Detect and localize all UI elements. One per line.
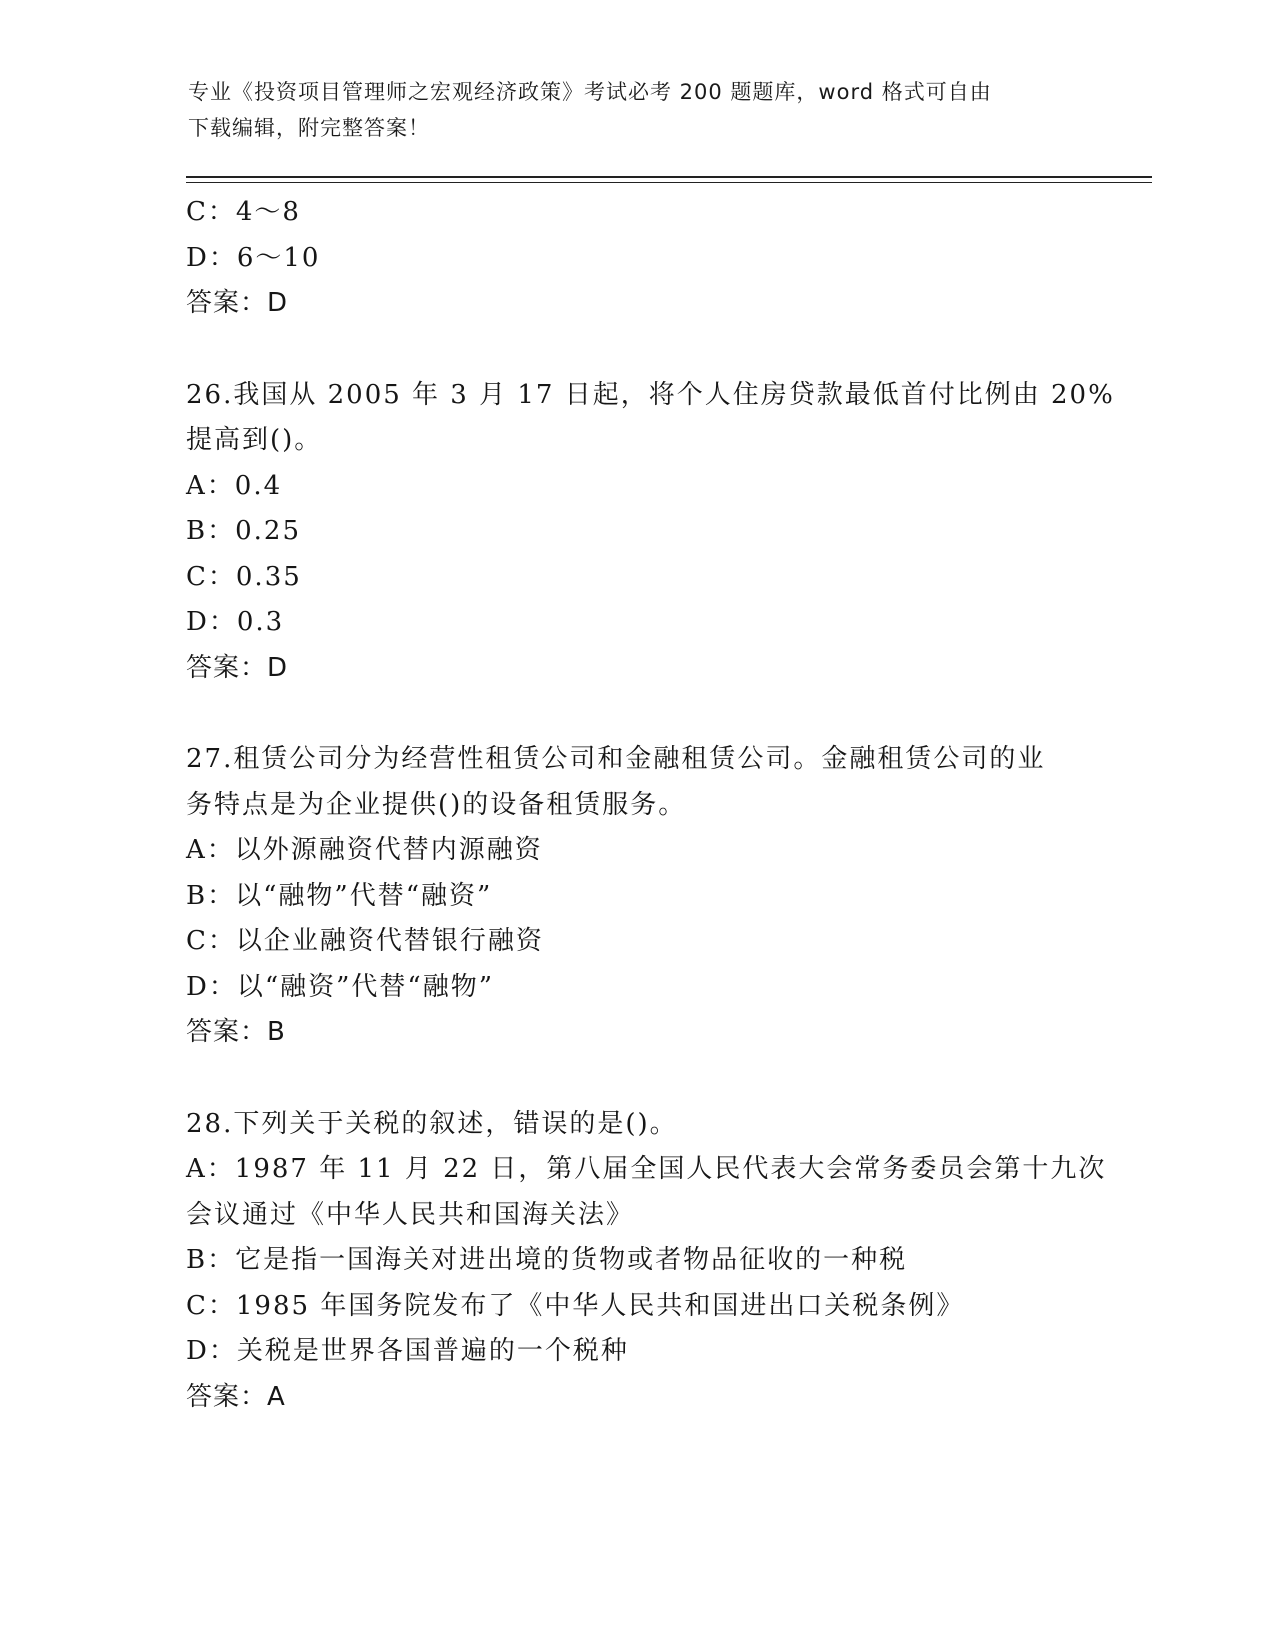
answer: 答案：B — [186, 1017, 286, 1047]
option-d: D：0.3 — [186, 607, 285, 637]
option-c: C：1985 年国务院发布了《中华人民共和国进出口关税条例》 — [186, 1290, 965, 1321]
option-d: D：以“融资”代替“融物” — [186, 971, 495, 1002]
answer: 答案：A — [186, 1381, 286, 1412]
question-text-cont: 务特点是为企业提供()的设备租赁服务。 — [186, 789, 687, 820]
question-text-cont: 提高到()。 — [186, 425, 323, 455]
document-header — [188, 74, 1068, 146]
header-line-1: 专业《投资项目管理师之宏观经济政策》考试必考 200 题题库，word 格式可自由 — [188, 80, 992, 104]
option-b: B：以“融物”代替“融资” — [186, 880, 493, 911]
option-c: C：以企业融资代替银行融资 — [186, 926, 544, 956]
option-a: A：0.4 — [186, 470, 283, 501]
option-a-cont: 会议通过《中华人民共和国海关法》 — [186, 1199, 635, 1230]
question-text: 26.我国从 2005 年 3 月 17 日起，将个人住房贷款最低首付比例由 20% — [186, 379, 1115, 410]
question-26 — [186, 373, 1115, 692]
option-b: B：它是指一国海关对进出境的货物或者物品征收的一种税 — [186, 1245, 908, 1275]
option-d: D：关税是世界各国普遍的一个税种 — [186, 1336, 629, 1366]
header-divider-thin — [186, 182, 1152, 183]
option-a: A：1987 年 11 月 22 日，第八届全国人民代表大会常务委员会第十九次 — [186, 1154, 1107, 1184]
option-c: C：4～8 — [186, 197, 301, 227]
answer: 答案：D — [186, 288, 289, 318]
option-b: B：0.25 — [186, 516, 301, 546]
header-line-2: 下载编辑，附完整答案！ — [188, 116, 430, 140]
header-divider-thick — [186, 176, 1152, 178]
question-28 — [186, 1102, 1107, 1421]
option-c: C：0.35 — [186, 561, 302, 592]
question-text: 28.下列关于关税的叙述，错误的是()。 — [186, 1108, 678, 1139]
question-text: 27.租赁公司分为经营性租赁公司和金融租赁公司。金融租赁公司的业 — [186, 744, 1046, 774]
answer: 答案：D — [186, 652, 289, 683]
option-a: A：以外源融资代替内源融资 — [186, 835, 543, 865]
question-25-tail — [186, 190, 1086, 327]
option-d: D：6～10 — [186, 242, 321, 273]
question-27 — [186, 737, 1086, 1056]
document-body — [186, 190, 1115, 1420]
